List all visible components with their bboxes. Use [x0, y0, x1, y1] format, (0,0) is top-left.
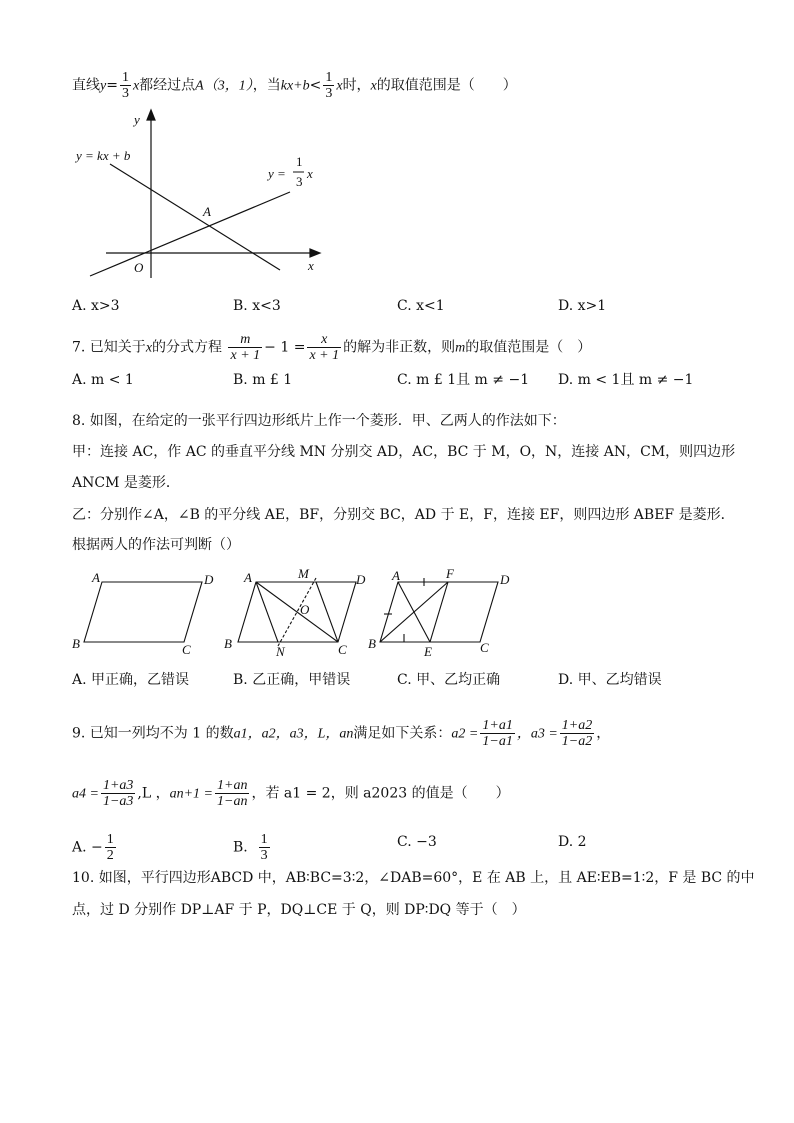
q6-graph-figure — [70, 108, 340, 283]
q6-eq-var: x — [132, 78, 140, 94]
q8-line-5: 根据两人的作法可判断（） — [72, 537, 240, 553]
q8-option-d[interactable]: D. 甲、乙均错误 — [558, 672, 662, 688]
svg-text:B: B — [368, 636, 376, 651]
q6-option-a[interactable]: A. x>3 — [72, 298, 120, 314]
q9-sequence: a1，a2，a3，L，an — [233, 726, 354, 742]
q10-line-1: 10. 如图，平行四边形ABCD 中，AB∶BC=3∶2，∠DAB=60°，E 在 AB 上，且 AE∶EB=1∶2，F 是 BC 的中 — [72, 870, 755, 886]
q7-option-c[interactable]: C. m £ 1且 m ≠ −1 — [397, 372, 530, 388]
svg-text:E: E — [424, 644, 432, 659]
q6-ineq-lhs: kx+b — [280, 78, 310, 94]
q9-option-b[interactable]: B. $\frac{1}{3}$ — [233, 832, 268, 863]
fig2-cm — [316, 582, 338, 642]
x-axis-arrow — [310, 249, 320, 257]
svg-text:M: M — [298, 566, 309, 581]
q8-figures — [66, 566, 526, 661]
q9-line-2: a4 = $\frac{1+a3}{1-a3}$ ,L ，an+1 = $\frac{1+an}{1-an}$ ，若 a1 = 2，则 a2023 的值是（ ） — [72, 778, 510, 809]
fig3-ef — [430, 582, 448, 642]
q9-a2-fraction: $\frac{1+a1}{1-a1}$ — [482, 718, 513, 749]
svg-text:N: N — [276, 644, 285, 659]
q9-a3-fraction: $\frac{1+a2}{1-a2}$ — [561, 718, 593, 749]
fig1-parallelogram — [84, 582, 202, 642]
svg-text:A: A — [92, 570, 100, 585]
svg-text:A: A — [392, 568, 400, 583]
q6-option-b[interactable]: B. x<3 — [233, 298, 281, 314]
q8-option-b[interactable]: B. 乙正确，甲错误 — [233, 672, 351, 688]
q9-line-1: 9. 已知一列均不为 1 的数a1，a2，a3，L，an满足如下关系：a2 = $\frac{1+a1}{1-a1}$ ，a3 = $\frac{1+a2}{1-a2}$ ， — [72, 718, 611, 749]
q6-option-c[interactable]: C. x<1 — [397, 298, 445, 314]
q10-line-2: 点，过 D 分别作 DP⊥AF 于 P，DQ⊥CE 于 Q，则 DP∶DQ 等于（ ） — [72, 902, 526, 918]
svg-text:D: D — [356, 572, 366, 587]
q6-eq-sign: = — [106, 77, 118, 94]
svg-text:B: B — [72, 636, 80, 651]
q9-option-a[interactable]: A. − $\frac{1}{2}$ — [72, 832, 114, 863]
svg-text:C: C — [338, 642, 347, 657]
point-a-label: A — [203, 204, 211, 219]
line-kx-b — [110, 164, 280, 270]
q6-stem-text: 直线 — [72, 77, 100, 94]
line1-label: y = kx + b — [76, 148, 131, 163]
axis-y-label: y — [134, 112, 140, 127]
svg-text:D: D — [204, 572, 214, 587]
origin-label: O — [134, 260, 144, 275]
q8-line-3: ANCM 是菱形． — [72, 475, 180, 491]
svg-text:C: C — [182, 642, 191, 657]
q9-an1-fraction: $\frac{1+an}{1-an}$ — [217, 778, 248, 809]
q6-point: A（3，1） — [195, 78, 253, 94]
svg-text:D: D — [500, 572, 510, 587]
q6-eq-lhs: y — [100, 78, 107, 94]
q8-option-a[interactable]: A. 甲正确，乙错误 — [72, 672, 190, 688]
q8-line-1: 8. 如图，在给定的一张平行四边形纸片上作一个菱形．甲、乙两人的作法如下： — [72, 413, 566, 429]
fig2-ac — [256, 582, 338, 642]
svg-text:B: B — [224, 636, 232, 651]
q8-line-4: 乙：分别作∠A，∠B 的平分线 AE，BF，分别交 BC，AD 于 E，F，连接 EF，则四边形 ABEF 是菱形． — [72, 507, 735, 523]
line2-frac-den: 3 — [296, 174, 303, 189]
q9-a4-fraction: $\frac{1+a3}{1-a3}$ — [102, 778, 134, 809]
svg-text:O: O — [300, 602, 310, 617]
q6-fraction-2: $\frac{1}{3}$ — [325, 70, 333, 101]
line2-frac-num: 1 — [296, 154, 303, 169]
q9-option-c[interactable]: C. −3 — [397, 834, 437, 850]
svg-text:F: F — [446, 566, 454, 581]
svg-text:C: C — [480, 640, 489, 655]
fig2-an — [256, 582, 278, 642]
q7-option-a[interactable]: A. m < 1 — [72, 372, 134, 388]
q7-option-d[interactable]: D. m < 1且 m ≠ −1 — [558, 372, 694, 388]
q9-option-d[interactable]: D. 2 — [558, 834, 587, 850]
line2-var: x — [307, 166, 313, 181]
q8-option-c[interactable]: C. 甲、乙均正确 — [397, 672, 501, 688]
q8-line-2: 甲：连接 AC，作 AC 的垂直平分线 MN 分别交 AD，AC，BC 于 M，O，N，连接 AN，CM，则四边形 — [72, 444, 736, 460]
q7-fraction-2: $\frac{x}{x + 1}$ — [309, 332, 340, 363]
svg-text:A: A — [244, 570, 252, 585]
q6-fraction: $\frac{1}{3}$ — [121, 70, 129, 101]
line-one-third-x — [90, 192, 290, 276]
q6-stem: 直线y= $\frac{1}{3}$ x都经过点A（3，1），当kx+b< $\frac{1}{3}$ x时，x的取值范围是（ ） — [72, 70, 517, 101]
q7-fraction-1: $\frac{m}{x + 1}$ — [230, 332, 261, 363]
y-axis-arrow — [147, 110, 155, 120]
fig3-bf — [380, 582, 448, 642]
q7-option-b[interactable]: B. m £ 1 — [233, 372, 293, 388]
q7-stem: 7. 已知关于x的分式方程 $\frac{m}{x + 1}$ − 1 = $\frac{x}{x + 1}$ 的解为非正数，则m的取值范围是（ ） — [72, 332, 592, 363]
line2-label-lhs: y = — [268, 166, 286, 181]
q6-option-d[interactable]: D. x>1 — [558, 298, 607, 314]
axis-x-label: x — [308, 258, 314, 273]
